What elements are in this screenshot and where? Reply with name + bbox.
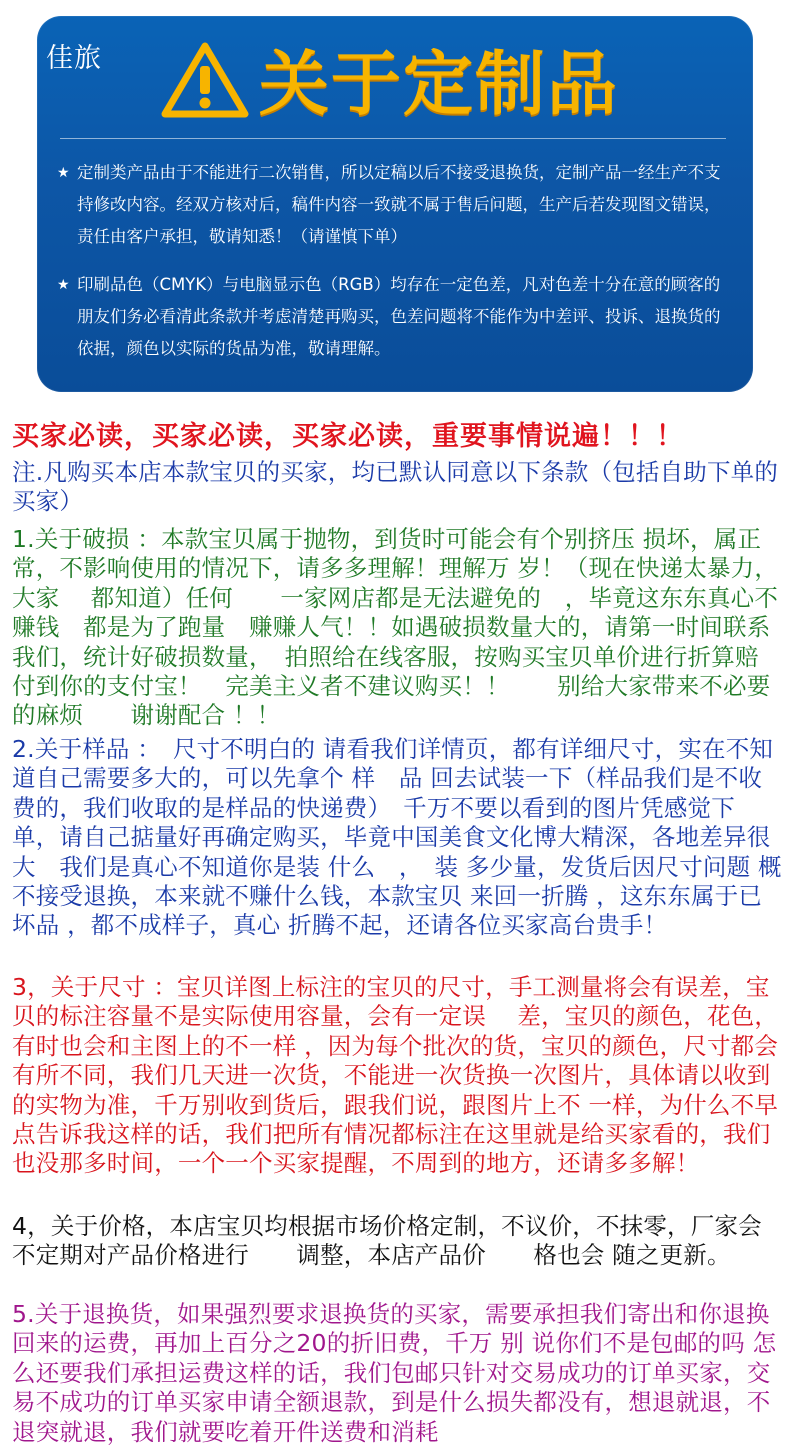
banner-bullet-1 (57, 157, 729, 253)
banner-bullet-text: 印刷品色（CMYK）与电脑显示色（RGB）均存在一定色差，凡对色差十分在意的顾客的朋友们务必看清此条款并考虑清楚再购买，色差问题将不能作为中差评、投诉、退换货的依据，颜色以实际的货品为准，敬请理解。 (77, 275, 721, 358)
custom-product-banner (37, 16, 753, 392)
star-bullet-icon: ★ (57, 277, 70, 293)
term-returns: 5.关于退换货，如果强烈要求退换货的买家，需要承担我们寄出和你退换回来的运费，再加上百分之20的折旧费，千万 别 说你们不是包邮的吗 怎么还要我们承担运费这样的话，我们包邮只针对交易成功的订单买家，交易不成功的订单买家申请全额退款，到是什么损失都没有，想退就退，不退突就退，我们就要吃着开件送费和消耗 (12, 1300, 777, 1446)
brand-logo-text: 佳旅 (46, 43, 102, 74)
warning-triangle-icon (161, 40, 249, 120)
star-bullet-icon: ★ (57, 165, 70, 181)
term-size: 3，关于尺寸 ：宝贝详图上标注的宝贝的尺寸，手工测量将会有误差，宝贝的标注容量不是实际使用容量，会有一定误 差，宝贝的颜色，花色，有时也会和主图上的不一样 ，因为每个批次的货，宝贝的颜色，尺寸都会有所不同，我们几天进一次货，不能进一次货换一次图片，具体请以收到的实物为准，千万别收到货后，跟我们说，跟图片上不 一样，为什么不早点告诉我这样的话，我们把所有情况都标注在这里就是给买家看的，我们也没那多时间，一个一个买家提醒，不周到的地方，还请多多解！ (12, 973, 779, 1178)
must-read-headline: 买家必读，买家必读，买家必读，重要事情说遍！！！ (12, 421, 684, 452)
terms-intro: 注.凡购买本店本款宝贝的买家，均已默认同意以下条款（包括自助下单的买家） (12, 458, 779, 516)
banner-bullet-2 (57, 269, 729, 365)
term-samples: 2.关于样品 ： 尺寸不明白的 请看我们详情页，都有详细尺寸，实在不知道自己需要多大的，可以先拿个 样 品 回去试装一下（样品我们是不收费的，我们收取的是样品的快递费） 千万不要以看到的图片凭感觉下单，请自己掂量好再确定购买，毕竟中国美食文化博大精深，各地差异很大 我们是真心不知道你是装 什么 ， 装 多少量，发货后因尺寸问题 概不接受退换，本来就不赚什么钱，本款宝贝 来回一折腾 ，这东东属于已坏品 ，都不成样子，真心 折腾不起，还请各位买家高台贵手！ (12, 735, 782, 940)
term-price: 4，关于价格，本店宝贝均根据市场价格定制，不议价，不抹零，厂家会不定期对产品价格进行 调整，本店产品价 格也会 随之更新。 (12, 1212, 762, 1270)
banner-divider (60, 138, 726, 139)
banner-title: 关于定制品 (259, 43, 619, 125)
term-damage: 1.关于破损 ：本款宝贝属于抛物，到货时可能会有个别挤压 损坏，属正常，不影响使用的情况下，请多多理解！理解万 岁！（现在快递太暴力，大家 都知道）任何 一家网店都是无法避免的 ，毕竟这东东真心不赚钱 都是为了跑量 赚赚人气！！如遇破损数量大的，请第一时间联系我们，统计好破损数量， 拍照给在线客服，按购买宝贝单价进行折算赔付到你的支付宝！ 完美主义者不建议购买！！ 别给大家带来不必要的麻烦 谢谢配合 ！！ (12, 525, 779, 730)
banner-bullet-text: 定制类产品由于不能进行二次销售，所以定稿以后不接受退换货，定制产品一经生产不支持修改内容。经双方核对后，稿件内容一致就不属于售后问题，生产后若发现图文错误，责任由客户承担，敬请知悉！（请谨慎下单） (77, 163, 721, 246)
